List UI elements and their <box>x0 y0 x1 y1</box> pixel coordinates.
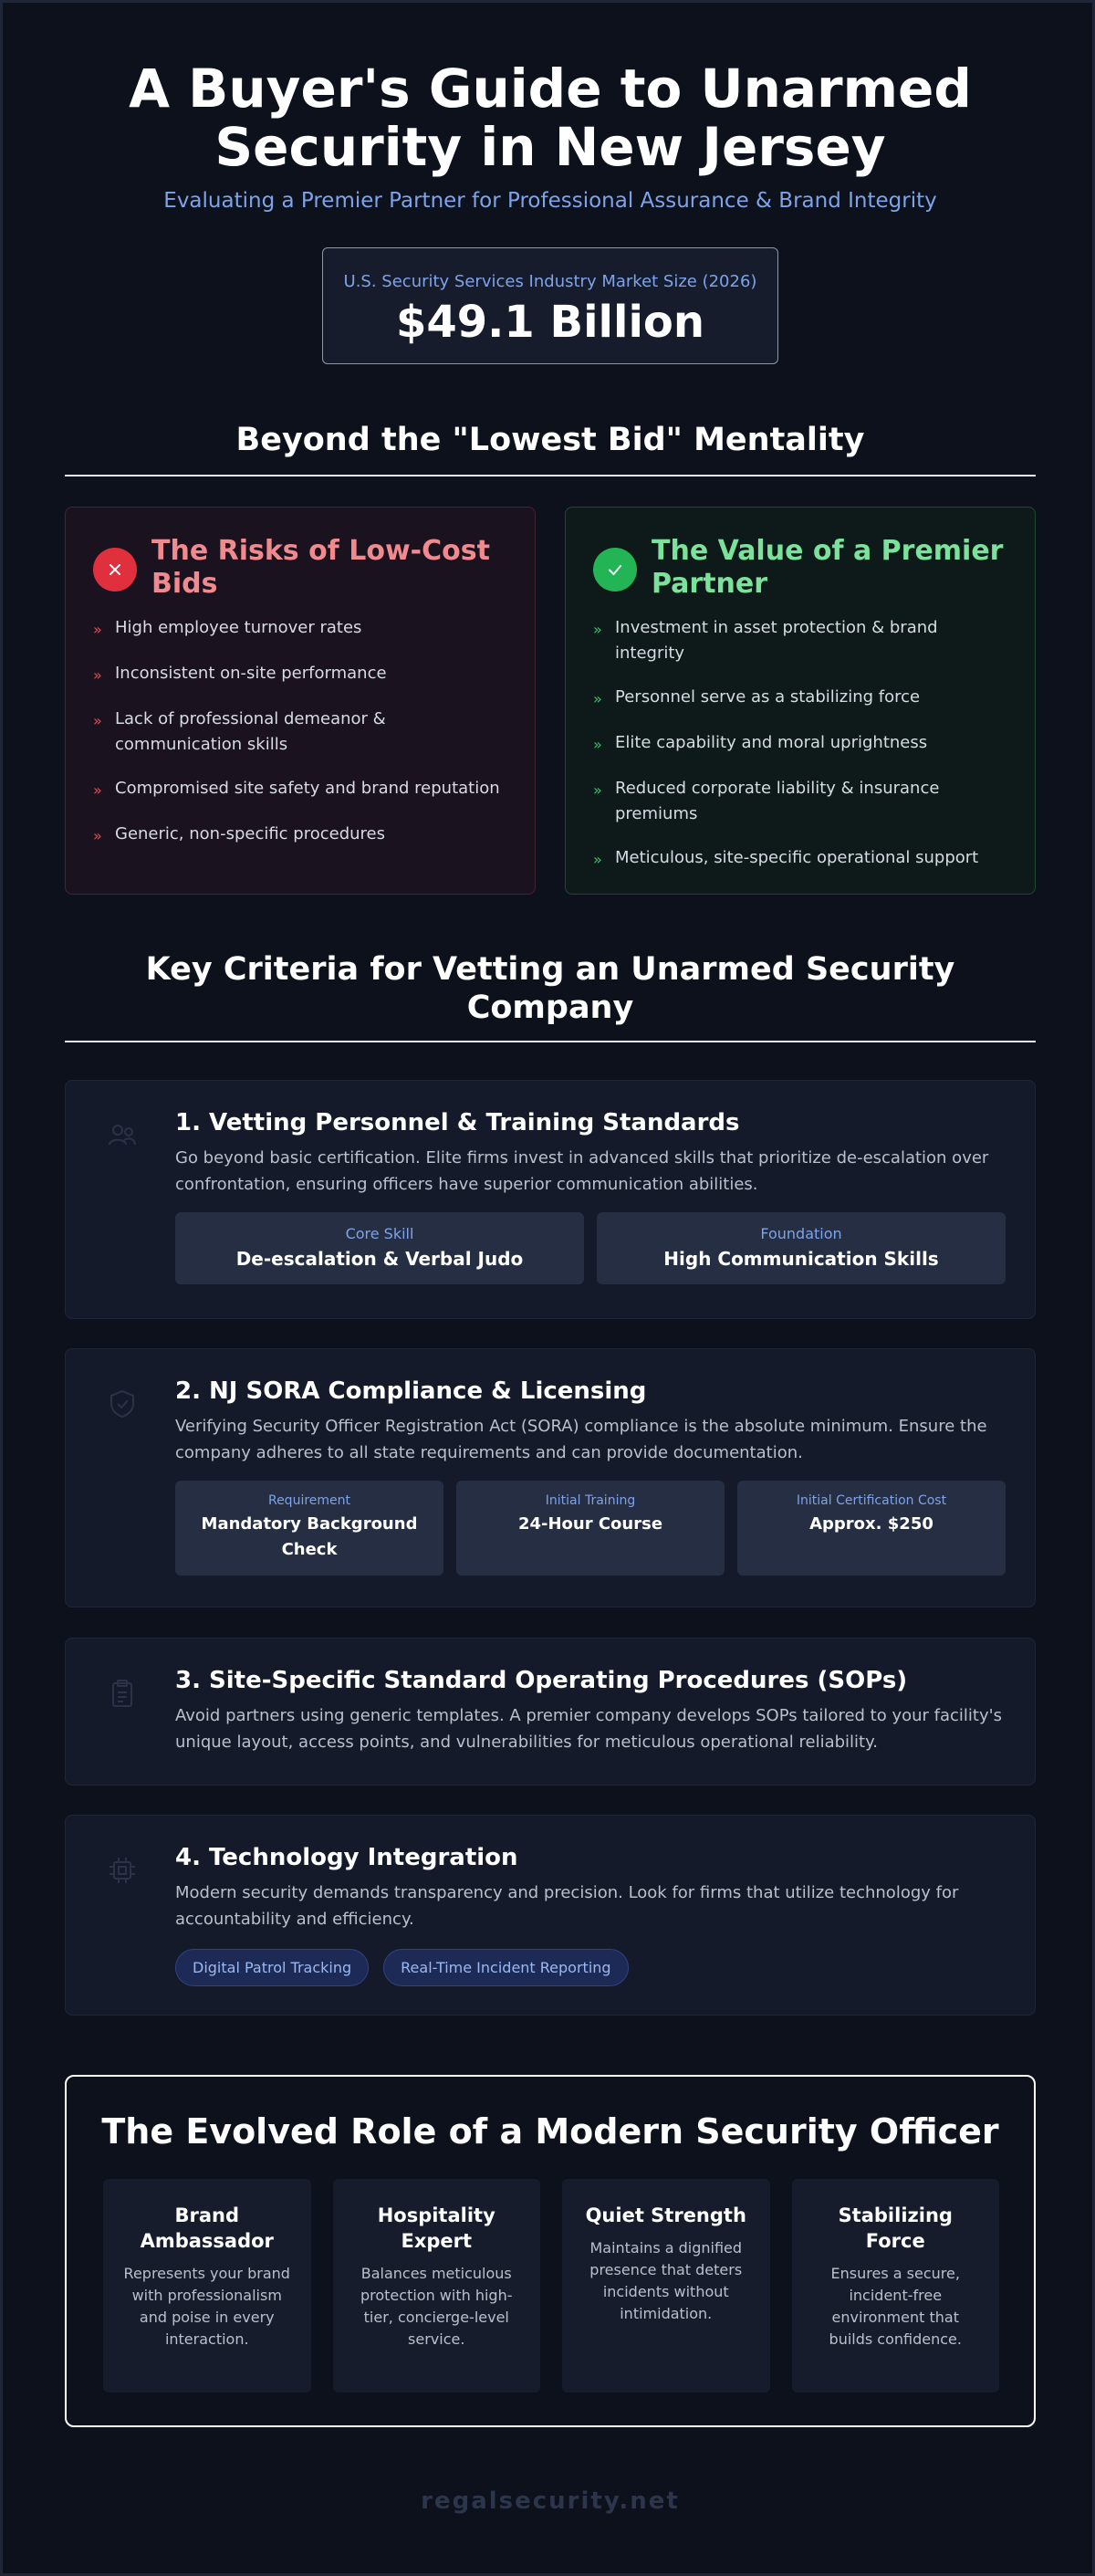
x-icon <box>93 548 137 592</box>
criteria-text: Go beyond basic certification. Elite firms invest in advanced skills that prioritize de-escalation over confrontation, ensuring officers have superior communication abilities. <box>175 1148 989 1194</box>
criteria-section-title: Key Criteria for Vetting an Unarmed Security Company <box>145 951 955 1026</box>
role-name: Quiet Strength <box>585 2204 746 2226</box>
page-subtitle: Evaluating a Premier Partner for Professional Assurance & Brand Integrity <box>163 189 937 213</box>
page-title: A Buyer's Guide to Unarmed Security in New Jersey <box>129 58 972 178</box>
role-name: Brand Ambassador <box>140 2204 274 2252</box>
chevron-right-icon: » <box>593 736 602 753</box>
clipboard-icon <box>106 1677 139 1710</box>
shield-icon <box>106 1387 139 1420</box>
info-tile: Initial Training 24-Hour Course <box>456 1481 725 1576</box>
header <box>3 59 1095 213</box>
role-description: Represents your brand with professionalism and poise in every interaction. <box>123 2265 290 2348</box>
value-card <box>565 507 1036 895</box>
roles-title: The Evolved Role of a Modern Security Officer <box>101 2111 999 2152</box>
chevron-right-icon: » <box>593 781 602 799</box>
info-tile: Foundation High Communication Skills <box>597 1212 1006 1284</box>
chevron-right-icon: » <box>593 690 602 707</box>
check-icon <box>593 548 637 592</box>
tag-pill: Real-Time Incident Reporting <box>383 1949 628 1986</box>
list-item: » Investment in asset protection & brand integrity <box>593 615 1007 666</box>
list-item: » High employee turnover rates <box>93 615 507 643</box>
criteria-card-personnel <box>65 1080 1036 1319</box>
value-list <box>593 615 1007 873</box>
criteria-text: Verifying Security Officer Registration Act (SORA) compliance is the absolute minimum. Ensure the company adheres to all state requirements and can provide documentation. <box>175 1417 987 1462</box>
role-description: Ensures a secure, incident-free environment that builds confidence. <box>829 2265 962 2348</box>
chevron-right-icon: » <box>593 621 602 638</box>
role-description: Balances meticulous protection with high-tier, concierge-level service. <box>360 2265 513 2348</box>
info-tile: Core Skill De-escalation & Verbal Judo <box>175 1212 584 1284</box>
info-tile: Initial Certification Cost Approx. $250 <box>737 1481 1006 1576</box>
criteria-card-sora <box>65 1348 1036 1607</box>
risks-title: The Risks of Low-Cost Bids <box>151 535 490 600</box>
list-item: » Elite capability and moral uprightness <box>593 730 1007 758</box>
chevron-right-icon: » <box>93 827 102 844</box>
risks-card <box>65 507 536 895</box>
criteria-card-technology <box>65 1815 1036 2016</box>
list-item: » Personnel serve as a stabilizing force <box>593 685 1007 712</box>
market-size-stat <box>322 247 778 364</box>
list-item: » Compromised site safety and brand reputation <box>93 776 507 803</box>
chevron-right-icon: » <box>93 666 102 684</box>
tag-pill: Digital Patrol Tracking <box>175 1949 369 1986</box>
list-item: » Reduced corporate liability & insurance premiums <box>593 776 1007 827</box>
info-tile: Requirement Mandatory Background Check <box>175 1481 443 1576</box>
role-card <box>333 2179 541 2393</box>
chevron-right-icon: » <box>93 712 102 729</box>
chevron-right-icon: » <box>93 621 102 638</box>
chip-icon <box>106 1854 139 1887</box>
list-item: » Lack of professional demeanor & communication skills <box>93 707 507 758</box>
role-name: Hospitality Expert <box>377 2204 495 2252</box>
users-icon <box>106 1119 139 1152</box>
criteria-title: 1. Vetting Personnel & Training Standards <box>175 1109 740 1136</box>
chevron-right-icon: » <box>93 781 102 799</box>
stat-label: U.S. Security Services Industry Market Size (2026) <box>343 272 757 291</box>
criteria-title: 3. Site-Specific Standard Operating Procedures (SOPs) <box>175 1667 908 1694</box>
criteria-text: Avoid partners using generic templates. A premier company develops SOPs tailored to your facility's unique layout, access points, and vulnerabilities for meticulous operational reliability. <box>175 1706 1002 1752</box>
section-divider <box>65 475 1036 476</box>
footer-site-link[interactable]: regalsecurity.net <box>421 2487 680 2515</box>
role-card <box>103 2179 311 2393</box>
criteria-card-sops <box>65 1638 1036 1785</box>
role-card <box>792 2179 1000 2393</box>
comparison-section-title: Beyond the "Lowest Bid" Mentality <box>235 422 865 458</box>
section-divider <box>65 1041 1036 1042</box>
roles-section <box>65 2075 1036 2427</box>
list-item: » Meticulous, site-specific operational support <box>593 845 1007 873</box>
chevron-right-icon: » <box>593 851 602 868</box>
criteria-text: Modern security demands transparency and precision. Look for firms that utilize technology for accountability and efficiency. <box>175 1883 959 1929</box>
role-name: Stabilizing Force <box>838 2204 953 2252</box>
list-item: » Inconsistent on-site performance <box>93 661 507 688</box>
criteria-title: 4. Technology Integration <box>175 1844 518 1871</box>
risks-list <box>93 615 507 849</box>
criteria-title: 2. NJ SORA Compliance & Licensing <box>175 1377 647 1405</box>
role-card <box>562 2179 770 2393</box>
list-item: » Generic, non-specific procedures <box>93 822 507 849</box>
role-description: Maintains a dignified presence that deters incidents without intimidation. <box>589 2239 743 2322</box>
stat-value: $49.1 Billion <box>395 297 705 348</box>
value-title: The Value of a Premier Partner <box>652 535 1004 600</box>
